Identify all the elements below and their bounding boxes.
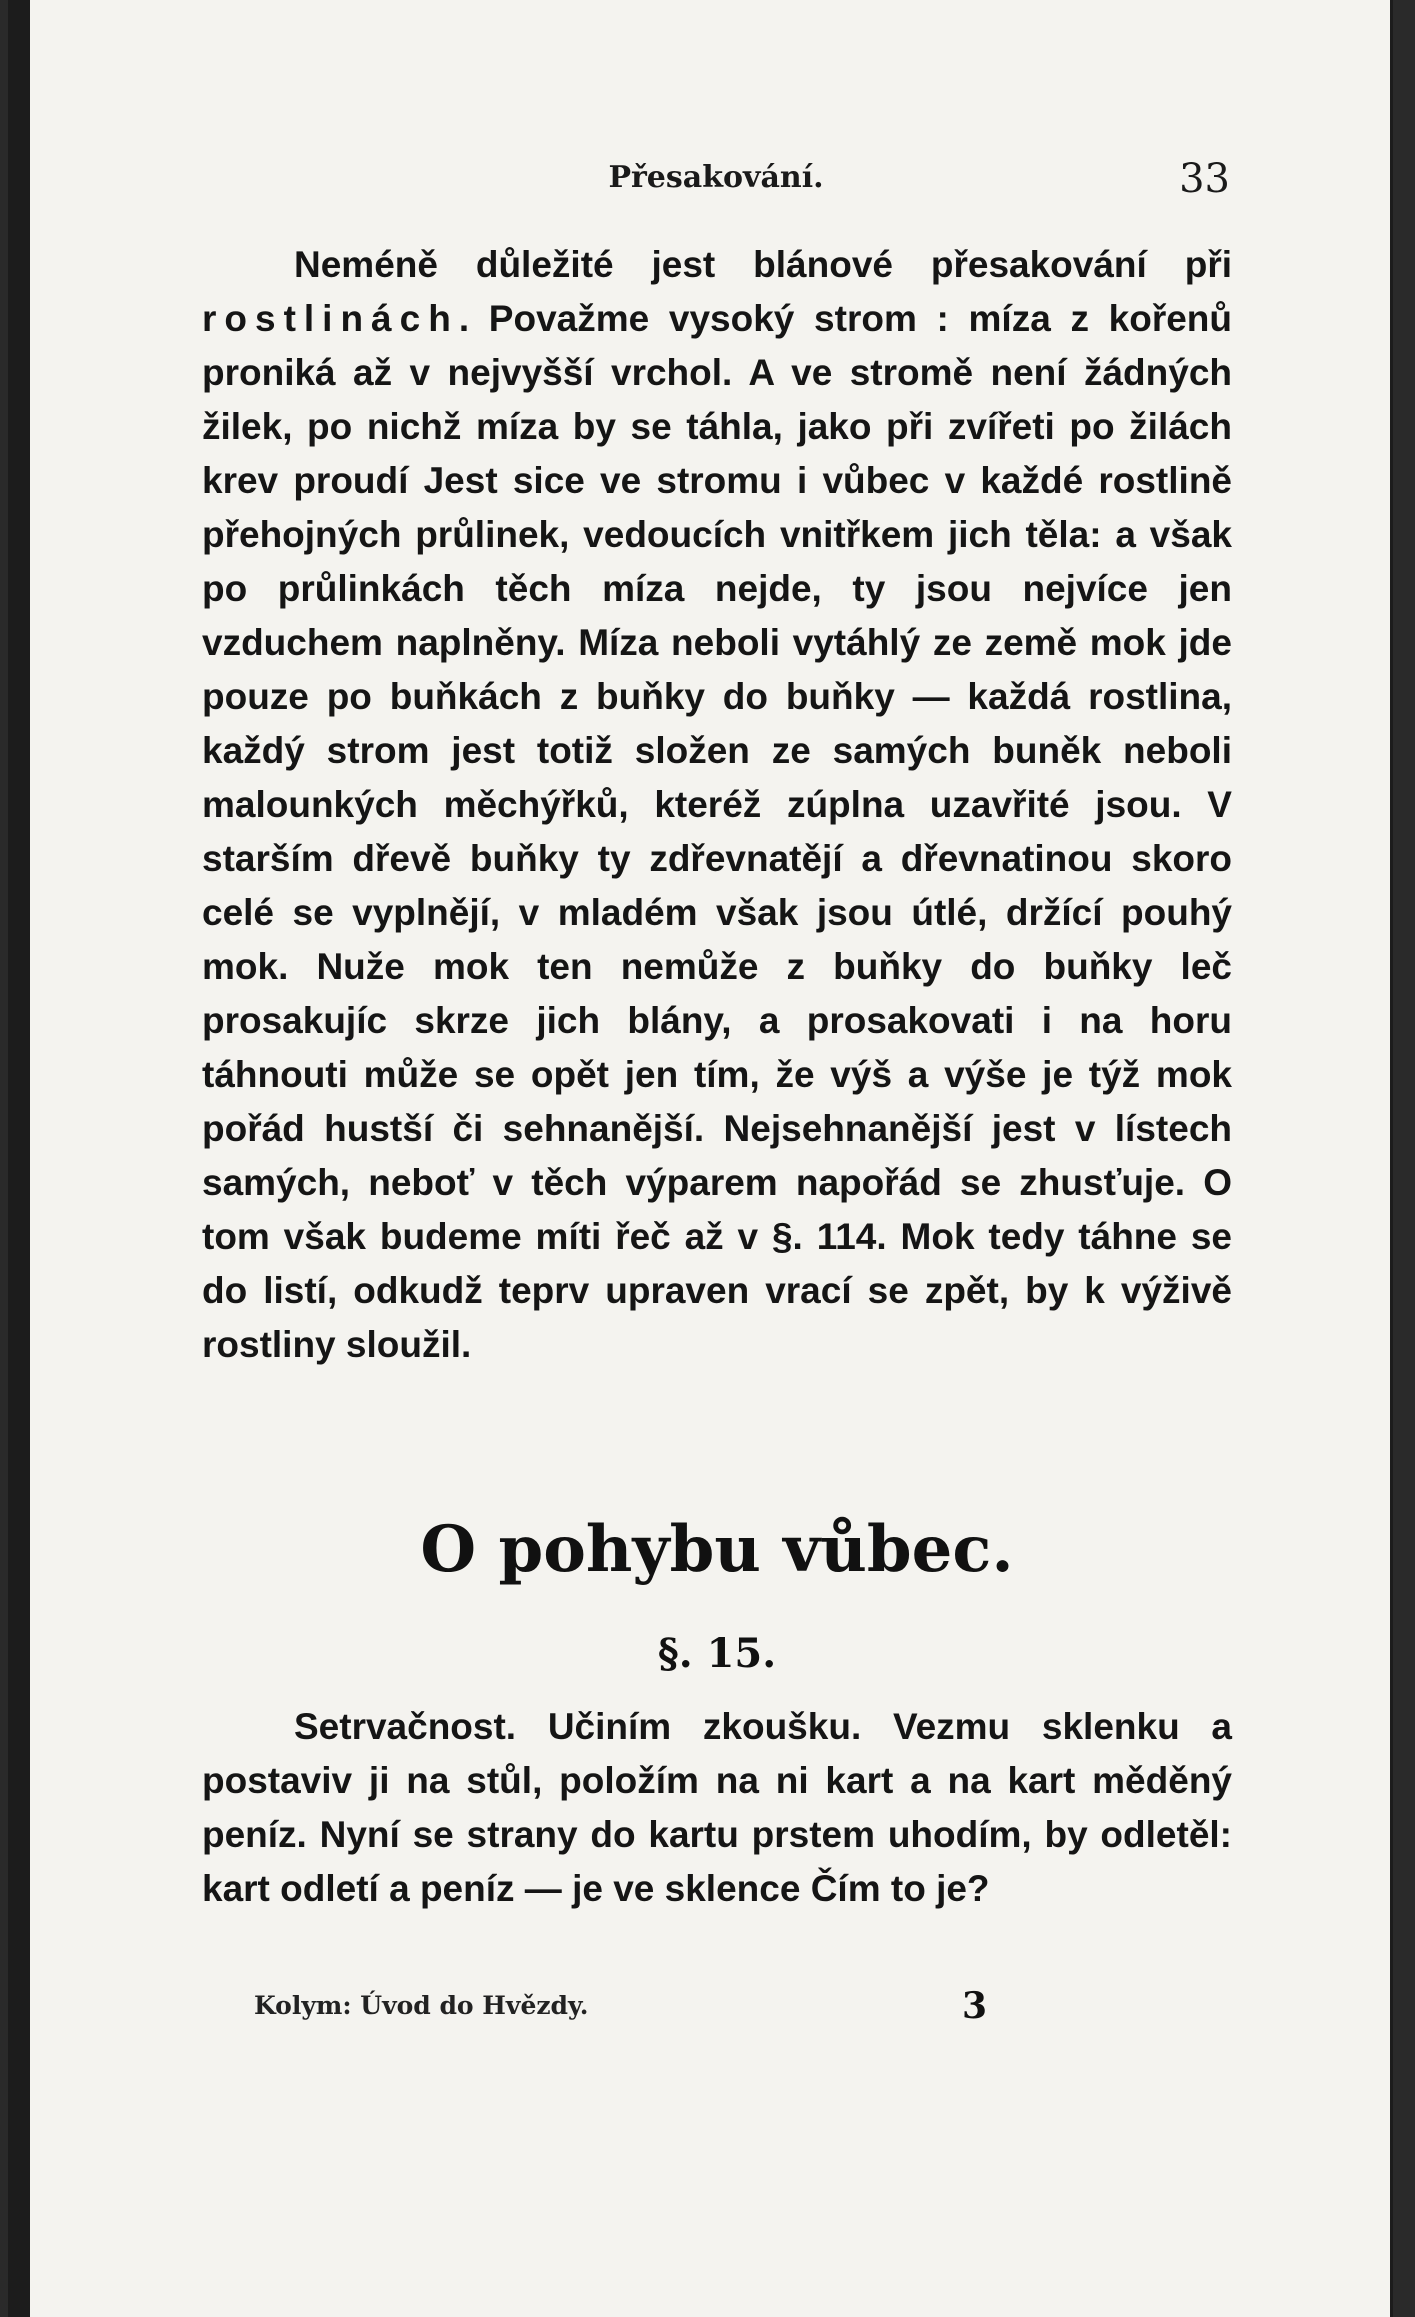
book-page [30, 0, 1390, 2317]
paragraph-text-rest: . Považme vysoký strom : míza z kořenů proniká až v nejvyšší vrchol. A ve stromě není žádných žilek, po nichž míza by se táhla, jako při zvířeti po žilách krev proudí Jest sice ve stromu i vůbec v každé rostlině přehojných průlinek, vedoucích vnitřkem jich těla: a však po průlinkách těch míza nejde, ty jsou nejvíce jen vzduchem naplněny. Míza neboli vytáhlý ze země mok jde pouze po buňkách z buňky do buňky — každá rostlina, každý strom jest totiž složen ze samých buněk neboli malounkých měchýřků, kteréž zúplna uzavřité jsou. V starším dřevě buňky ty zdřevnatějí a dřevnatinou skoro celé se vyplnějí, v mladém však jsou útlé, držící pouhý mok. Nuže mok ten nemůže z buňky do buňky leč prosakujíc skrze jich blány, a prosakovati i na horu táhnouti může se opět jen tím, že výš a výše je týž mok pořád hustší či sehnanější. Nejsehnanější jest v lístech samých, neboť v těch výparem napořád se zhusťuje. O tom však budeme míti řeč až v §. 114. Mok tedy táhne se do listí, odkudž teprv upraven vrací se zpět, by k výživě rostliny sloužil. [202, 298, 1232, 1365]
paragraph [202, 1700, 1232, 1916]
body-text [202, 238, 1232, 1372]
section-body [202, 1700, 1232, 1916]
page-header [202, 148, 1230, 208]
paragraph-text: Učiním zkoušku. Vezmu sklenku a postaviv ji na stůl, položím na ni kart a na kart měděný peníz. Nyní se strany do kartu prstem uhodím, by odletěl: kart odletí a peníz — je ve sklence Čím to je? [202, 1706, 1232, 1909]
page-number: 33 [1179, 156, 1230, 202]
running-head: Přesakování. [608, 160, 824, 195]
section-title: O pohybu vůbec. [420, 1512, 1014, 1587]
signature-number: 3 [962, 1985, 988, 2027]
scan-edge-right [1393, 0, 1415, 2317]
paragraph-lead: Setrvačnost. [294, 1706, 517, 1747]
signature-mark: Kolym: Úvod do Hvězdy. [254, 1991, 589, 2020]
page-footer [202, 1985, 1232, 2035]
scan-edge-left [0, 0, 8, 2317]
paragraph-text-start: Neméně důležité jest blánové přesakování při [294, 244, 1232, 285]
paragraph [202, 238, 1232, 1372]
spaced-word: rostlinách [202, 298, 459, 339]
section-number: §. 15. [657, 1630, 777, 1677]
